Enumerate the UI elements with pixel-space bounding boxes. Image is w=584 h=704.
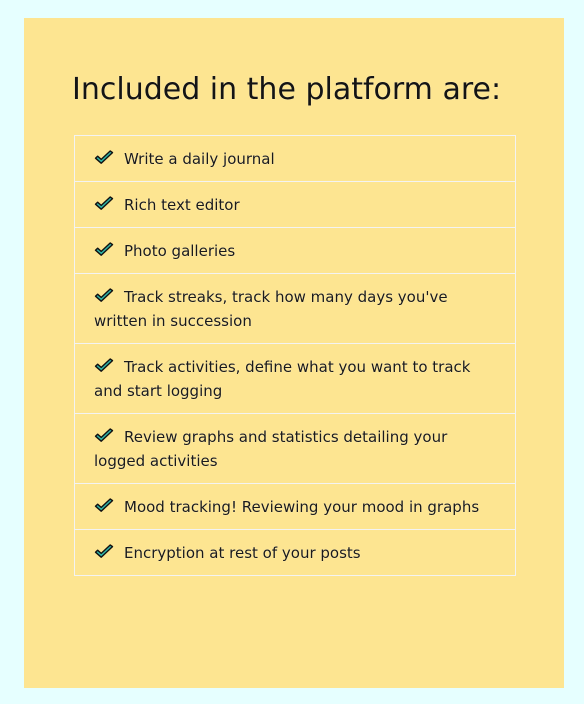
page-title: Included in the platform are: xyxy=(72,72,502,107)
feature-item-encryption xyxy=(75,530,515,575)
feature-text: Review graphs and statistics detailing your logged activities xyxy=(94,428,448,470)
check-icon xyxy=(94,242,114,258)
feature-item-rich-text-editor xyxy=(75,182,515,228)
feature-item-daily-journal xyxy=(75,136,515,182)
check-icon xyxy=(94,358,114,374)
feature-list xyxy=(74,135,516,576)
feature-text: Rich text editor xyxy=(124,196,240,214)
feature-item-review-graphs xyxy=(75,414,515,484)
features-card xyxy=(24,18,564,688)
feature-item-track-activities xyxy=(75,344,515,414)
feature-text: Encryption at rest of your posts xyxy=(124,544,361,562)
feature-item-mood-tracking xyxy=(75,484,515,530)
check-icon xyxy=(94,544,114,560)
check-icon xyxy=(94,288,114,304)
feature-item-photo-galleries xyxy=(75,228,515,274)
feature-text: Write a daily journal xyxy=(124,150,275,168)
check-icon xyxy=(94,498,114,514)
feature-text: Mood tracking! Reviewing your mood in graphs xyxy=(124,498,480,516)
check-icon xyxy=(94,428,114,444)
feature-item-track-streaks xyxy=(75,274,515,344)
feature-text: Track streaks, track how many days you've written in succession xyxy=(94,288,448,330)
feature-text: Photo galleries xyxy=(124,242,236,260)
check-icon xyxy=(94,150,114,166)
feature-text: Track activities, define what you want to track and start logging xyxy=(94,358,471,400)
check-icon xyxy=(94,196,114,212)
